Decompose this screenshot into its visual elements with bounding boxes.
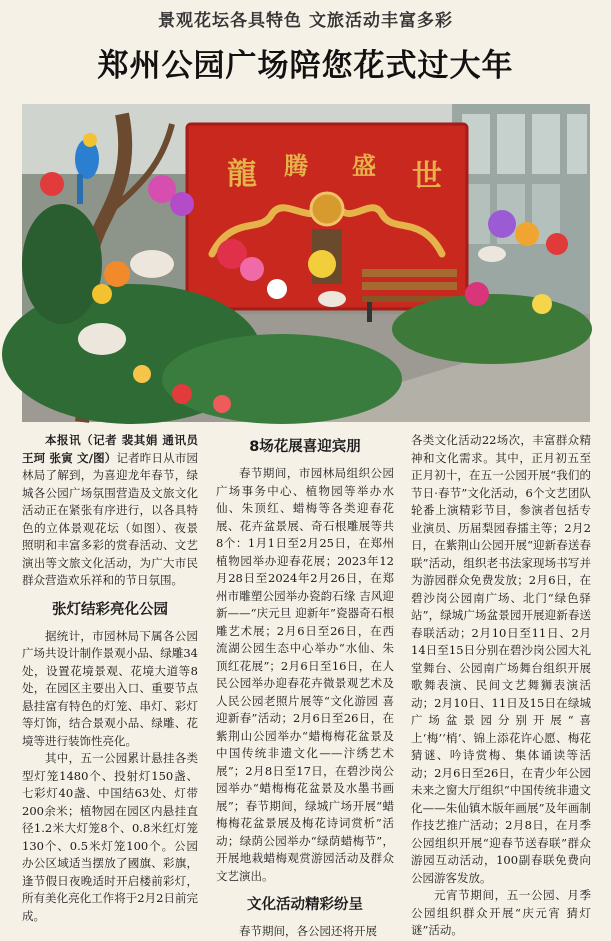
article-subheadline: 景观花坛各具特色 文旅活动丰富多彩	[158, 11, 453, 31]
lead-paragraph	[22, 432, 198, 590]
banner-char-3: 盛	[352, 151, 376, 180]
section-3-title: 文化活动精彩纷呈	[247, 897, 363, 913]
column-1	[22, 432, 198, 922]
section-1-paragraph-2: 其中，五一公园累计悬挂各类型灯笼1480个、投射灯150盏、七彩灯40盏、中国结63处、灯带200余米；植物园在园区内悬挂直径1.2米大灯笼8个、0.8米红灯笼130个、0.5米灯笼100个。公园办公区域适当摆放了國旗、彩旗，逢节假日夜晚适时开启楼前彩灯，所有美化亮化工作将于2月2日前完成。	[22, 751, 198, 923]
section-1-title: 张灯结彩亮化公园	[52, 601, 168, 618]
banner-char-1: 龍	[227, 157, 257, 192]
section-2-paragraph-1: 春节期间，市园林局组织公园广场事务中心、植物园等举办水仙、朱顶红、蜡梅等各类迎春花展、花卉盆景展、奇石根雕展等共8个：1月1日至2月25日，在郑州植物园举办迎春花展；2023年12月28日至2024年2月26日，在郑州市雕塑公园举办瓷韵石缘 吉风迎新——“庆元旦 迎新年”瓷器奇石根雕艺术展；2月6日至26日，在西流湖公园生态中心举办“水仙、朱顶红花展”；2月6日至16日，在人民公园举办迎春花卉微景观艺术及人民公园老照片展等“文化游园 喜迎新春”活动；2月6日至26日，在紫荆山公园举办“蜡梅梅花盆景及中国传统非遗文化——汴绣艺术展”；2月8日至17日，在碧沙岗公园举办“蜡梅梅花盆景及水墨书画展”；春节期间，绿城广场开展“蜡梅梅花盆景展及梅花诗词赏析”活动；绿荫公园举办“绿荫蜡梅节”，开展地栽蜡梅观赏游园活动及群众文艺演出。	[216, 466, 394, 883]
section-3-paragraph-1-start: 春节期间，各公园还将开展	[239, 924, 377, 938]
byline-prefix: 本报讯（记者	[45, 433, 122, 447]
section-2-title: 8场花展喜迎宾朋	[249, 439, 361, 455]
column-3	[411, 432, 591, 937]
byline-suffix: 文/图）	[72, 450, 117, 465]
flower-display-illustration	[22, 104, 590, 422]
lead-text: 记者昨日从市园林局了解到，为喜迎龙年春节，绿城各公园广场氛围营造及文旅文化活动正在紧张有序进行，以各具特色的立体景观花坛（如图）、夜景照明和丰富多彩的赏春活动、文艺演出等文旅文化活动，为广大市民群众营造欢乐祥和的节日氛围。	[22, 450, 198, 587]
byline-mid: 通讯员	[157, 433, 198, 447]
column-2	[216, 432, 394, 938]
banner-char-4: 世	[412, 159, 442, 194]
banner-char-2: 腾	[284, 151, 308, 180]
byline-correspondents: 王珂 张寅	[22, 450, 73, 465]
section-3-paragraph-2: 元宵节期间，五一公园、月季公园组织群众开展“庆元宵 猜灯谜”活动。	[411, 888, 591, 937]
byline-reporter: 裴其娟	[121, 433, 158, 447]
article-photo	[22, 104, 590, 422]
section-1-paragraph-1: 据统计，市园林局下属各公园广场共设计制作景观小品、绿雕34处，设置花境景观、花境大道等8处，在园区主要出入口、重要节点悬挂富有特色的灯笼、串灯、彩灯等灯饰，结合景观小品、绿雕、花境等进行装饰性亮化。	[22, 628, 198, 748]
section-3-paragraph-1: 各类文化活动22场次，丰富群众精神和文化需求。其中，正月初五至正月初十，在五一公园开展“我们的节日·春节”文化活动，6个文艺团队轮番上演精彩节目，参演者包括专业演员、历届梨园春擂主等；2月2日，在紫荆山公园开展“迎新春送春联”活动，组织老书法家现场书写并为游园群众免费发放；2月6日，在碧沙岗公园南广场、北门“绿色驿站”，绿城广场盆景园开展迎新春送春联活动；2月10日至11日、2月14日至15日分别在碧沙岗公园大礼堂舞台、公园南广场舞台组织开展歌舞表演、民间文艺舞狮表演活动；2月10日、11日及15日在绿城广场盆景园分别开展“喜上‘梅’‘梢’、锦上添花许心愿、梅花猜谜、吟诗赏梅、集体诵读等活动；2月6日至26日，在青少年公园未来之窗大厅组织“中国传统非遗文化——朱仙镇木版年画展”及年画制作技艺推广活动；2月8日，在月季公园组织开展“迎春节送春联”群众游园互动活动，100副春联免费向公园游客发放。	[411, 433, 591, 885]
article-headline: 郑州公园广场陪您花式过大年	[97, 48, 514, 84]
